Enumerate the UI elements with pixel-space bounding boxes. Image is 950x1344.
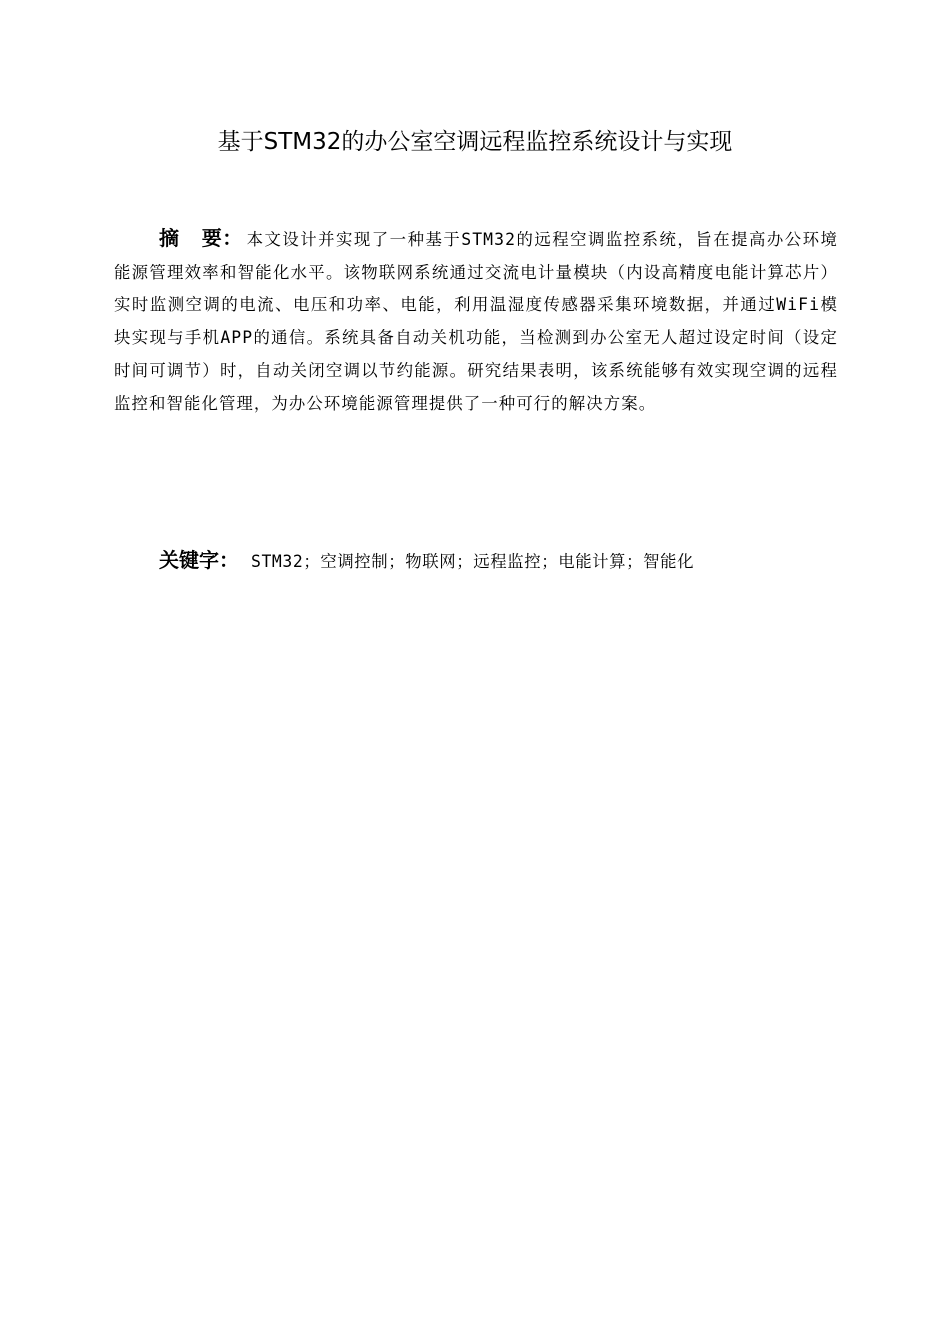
abstract-label xyxy=(114,226,247,250)
paper-title: 基于STM32的办公室空调远程监控系统设计与实现 xyxy=(217,129,733,155)
abstract-label-char2: 要： xyxy=(201,226,243,250)
keywords-label: 关键字： xyxy=(159,548,239,572)
keywords-text: STM32；空调控制；物联网；远程监控；电能计算；智能化 xyxy=(251,552,695,571)
abstract-text: 本文设计并实现了一种基于STM32的远程空调监控系统，旨在提高办公环境能源管理效率和智能化水平。该物联网系统通过交流电计量模块（内设高精度电能计算芯片）实时监测空调的电流、电压和功率、电能，利用温湿度传感器采集环境数据，并通过WiFi模块实现与手机APP的通信。系统具备自动关机功能，当检测到办公室无人超过设定时间（设定时间可调节）时，自动关闭空调以节约能源。研究结果表明，该系统能够有效实现空调的远程监控和智能化管理，为办公环境能源管理提供了一种可行的解决方案。 xyxy=(114,230,839,413)
abstract-label-char1: 摘 xyxy=(159,226,180,250)
keywords-line xyxy=(159,545,839,577)
abstract-paragraph xyxy=(114,222,838,420)
